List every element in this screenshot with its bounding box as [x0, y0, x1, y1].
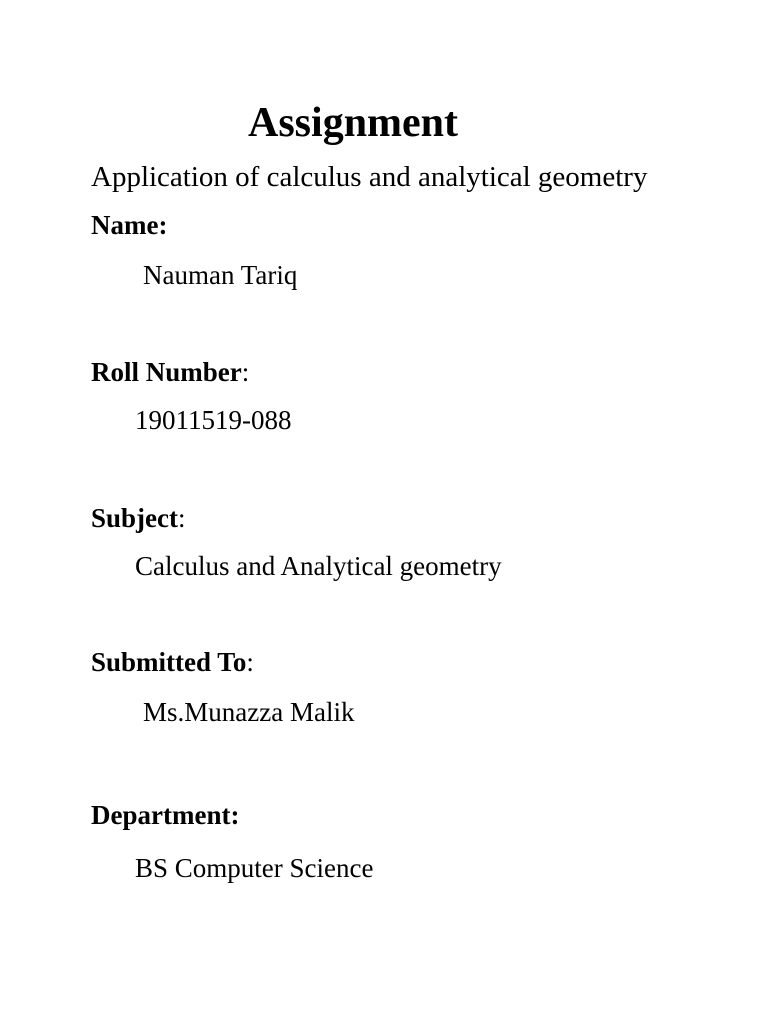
name-label — [91, 212, 167, 239]
name-label-text: Name — [91, 210, 159, 240]
submitted-to-value: Ms.Munazza Malik — [143, 697, 355, 727]
submitted-to-label — [91, 649, 254, 676]
subject-label-text: Subject — [91, 503, 178, 533]
name-label-colon: : — [158, 210, 168, 240]
submitted-to-label-text: Submitted To — [91, 647, 247, 677]
roll-number-label-text: Roll Number — [91, 357, 242, 387]
subject-label-colon: : — [178, 503, 186, 533]
name-value: Nauman Tariq — [143, 260, 298, 290]
roll-number-value: 19011519-088 — [135, 405, 292, 435]
subject-value: Calculus and Analytical geometry — [135, 551, 502, 581]
roll-number-label-colon: : — [241, 357, 250, 387]
department-label — [91, 802, 239, 829]
submitted-to-label-colon: : — [246, 647, 254, 677]
department-label-text: Department — [91, 800, 231, 830]
roll-number-label — [91, 359, 249, 386]
document-title: Assignment — [248, 100, 459, 146]
document-subtitle: Application of calculus and analytical geometry — [91, 161, 648, 193]
subject-label — [91, 505, 186, 532]
department-label-colon: : — [230, 800, 240, 830]
department-value: BS Computer Science — [135, 853, 374, 883]
